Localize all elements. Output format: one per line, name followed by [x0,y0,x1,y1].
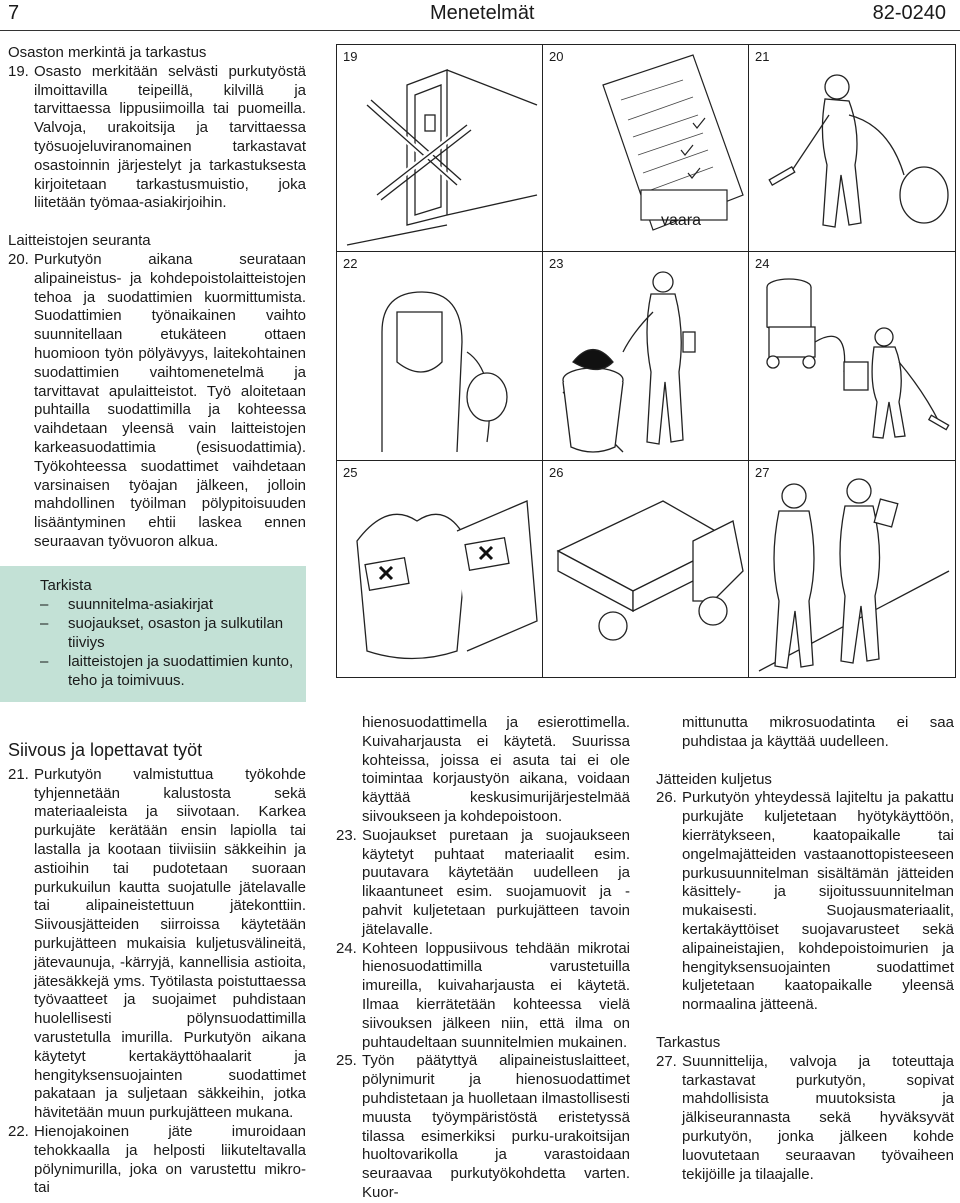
panel-number: 22 [343,256,358,271]
panel-number: 23 [549,256,564,271]
item-26 [656,789,954,1015]
section-heading-monitoring: Laitteistojen seuranta [8,232,151,250]
waste-bin-illustration [543,252,750,462]
waste-bags-illustration [337,461,544,679]
section-heading-transport: Jätteiden kuljetus [656,770,772,788]
panel-25 [336,460,543,678]
item-text: Purkutyön yhteydessä lajiteltu ja pakattu purkujäte kuljetetaan hyötykäyttöön, kierrätykseen, kaatopaikalle tai ongelmajätteiden vastaanottopisteeseen purkusuunnitelman sisältämän jätteiden käsittely- ja sijoitussuunnitelman mukaisesti. Suojausmateriaalit, kertakäyttöiset suojavarusteet sekä alipaineistajien, kohdepoistoimurien ja hengityksensuojainten suodattimet kuljetetaan kaatopaikalle yleensä normaalina jätteenä. [682,789,954,1014]
item-text: Purkutyön valmistuttua työkohde tyhjennetään kalustosta sekä materiaaleista ja siivotaan. Karkea purkujäte kerätään ensin lapiolla tai lastalla ja kootaan tiiviisiin säkkeihin ja astioihin tai pudotetaan suoraan purkukuilun kautta suojatulle jätelavalle tai alipaineistettuun jätekonttiin. Siivousjätteiden siirroissa käytetään purkujätteen mukaisia kuljetusvälineitä, jätevaunuja, -kärryjä, kannellisia astioita, jätesäkkejä yms. Työtilasta poistuttaessa työvaatteet ja suojaimet puhdistaan huolellisesti pölynsuodattimilla varustetulla imurilla. Purkutyön aikana käytetyt kertakäyttöhaalarit ja hengityksensuojainten suodattimet pakataan ja suljetaan säkkeihin, jotka hävitetään muun purkujätteen mukana. [34,765,306,1122]
door-barrier-illustration [337,45,544,253]
inspection-illustration [749,461,957,679]
bottom-left-column [8,741,306,1198]
item-25 [336,1052,630,1202]
panel-24 [748,251,956,461]
waste-truck-illustration [543,461,750,679]
item-20 [8,251,306,552]
left-top-column [8,44,306,552]
checklist-document-illustration [543,45,750,253]
item-number: 24. [336,939,357,957]
panel-19 [336,44,543,252]
header-divider [0,30,960,31]
illustration-grid [336,44,956,678]
item-23 [336,827,630,940]
item-number: 19. [8,62,29,80]
item-text: Kohteen loppusiivous tehdään mikrotai hienosuodattimilla varustetuilla imureilla, kuivaharjausta ei käytetä. Ilmaa kierrätetään kohteessa vielä siivouksen jälkeen niin, että ilma on puhtaudeltaan suunnitelmien mukainen. [362,939,630,1051]
continued-text: hienosuodattimella ja esierottimella. Kuivaharjausta ei käytetä. Suurissa kohteissa, joissa ei asuta tai ei ole toimintaa korjaustyön aikana, voidaan käyttää keskusimurijärjestelmää siivoukseen ja kohdepoistoon. [362,714,630,825]
item-number: 22. [8,1122,29,1140]
checklist-title: Tarkista [40,577,92,594]
panel-number: 26 [549,465,564,480]
panel-20 [542,44,749,252]
item-number: 23. [336,826,357,844]
panel-21 [748,44,956,252]
panel-number: 20 [549,49,564,64]
continued-text: mittunutta mikrosuodatinta ei saa puhdistaa ja käyttää uudelleen. [682,714,954,750]
panel-number: 27 [755,465,770,480]
item-number: 21. [8,765,29,783]
item-number: 26. [656,789,677,807]
section-heading-marking: Osaston merkintä ja tarkastus [8,44,207,61]
panel-number: 19 [343,49,358,64]
panel-number: 21 [755,49,770,64]
checklist-box [0,566,306,702]
warning-sign-text: vaara [661,212,702,229]
item-text: Purkutyön aikana seurataan alipaineistus- ja kohdepoistolaitteistojen tehoa ja suodattimien kuormittumista. Suodattimien työnaikainen vaihto suunnitellaan etukäteen ottaen huomioon työn pölyävyys, laitekohtainen suodattimien vaihtomenetelmä ja tarvittavat apulaitteistot. Työ aloitetaan puhtailla suodattimilla ja kohteessa vaihdetaan yleensä vain laitteistojen karkeasuodattimia (esisuodattimia). Työkohteessa suodattimet vaihdetaan varsinaisen työajan jälkeen, jolloin mahdollinen työilman pölypitoisuuden lisääntyminen ehtii laskea ennen seuraavan työvuoron alkua. [34,250,306,550]
section-heading-cleaning: Siivous ja lopettavat työt [8,740,203,760]
panel-23 [542,251,749,461]
item-number: 27. [656,1052,677,1070]
bottom-right-column [656,714,954,1184]
item-number: 25. [336,1052,357,1070]
item-24 [336,940,630,1053]
checklist-item: – suojaukset, osaston ja sulkutilan tiiviys [40,615,284,651]
page-header-title: Menetelmät [430,2,535,24]
item-text: Työn päätyttyä alipaineistuslaitteet, pölynimurit ja hienosuodattimet puhdistetaan ja huolletaan ilmastollisesti muusta työympäristöstä eristetyssä tilassa esimerkiksi purku-urakoitsijan huoltovarikolla ja varastoidaan seuraavaa purkutyökohdetta varten. Kuor- [362,1052,630,1201]
item-27 [656,1053,954,1185]
item-21 [8,766,306,1123]
item-number: 20. [8,250,29,268]
item-19 [8,63,306,213]
bottom-middle-column [336,714,630,1203]
panel-27 [748,460,956,678]
panel-26 [542,460,749,678]
vacuum-unit-illustration [749,252,957,462]
checklist-item: – laitteistojen ja suodattimien kunto, teho ja toimivuus. [40,653,294,689]
item-text: Osasto merkitään selvästi purkutyöstä ilmoittavilla teipeillä, kilvillä ja tarvittaessa lippusiimoilla tai puomeilla. Valvoja, urakoitsija ja tarvittaessa työsuojeluviranomainen tarkastavat osastoinnin järjestelyt ja tarkastuksesta kirjoitetaan tarkastusmuistio, joka liitetään työmaa-asiakirjoihin. [34,62,306,212]
panel-number: 24 [755,256,770,271]
item-22 [8,1123,306,1198]
item-text: Hienojakoinen jäte imuroidaan tehokkaalla ja helposti liikuteltavalla pölynimurilla, joka on varustettu mikro- tai [34,1122,306,1197]
worker-vacuuming-illustration [749,45,957,253]
document-code: 82-0240 [872,2,946,24]
respirator-worker-illustration [337,252,544,462]
panel-number: 25 [343,465,358,480]
section-heading-inspection: Tarkastus [656,1033,721,1051]
item-text: Suunnittelija, valvoja ja toteuttaja tarkastavat purkutyön, sopivat mahdollisista muutoksista ja jälkiseurannasta sekä hyväksyvät purkutyön, jonka jälkeen kohde luovutetaan seuraavan työvaiheen tekijöille ja tilaajalle. [682,1052,954,1183]
page-number: 7 [8,2,20,24]
panel-22 [336,251,543,461]
item-text: Suojaukset puretaan ja suojaukseen käytetyt puhtaat materiaalit esim. puutavara käytetään uudelleen ja likaantuneet esim. suojamuovit ja -pahvit kuljetetaan purkujätteen tavoin jätelavalle. [362,826,630,938]
checklist-item: – suunnitelma-asiakirjat [40,596,214,613]
